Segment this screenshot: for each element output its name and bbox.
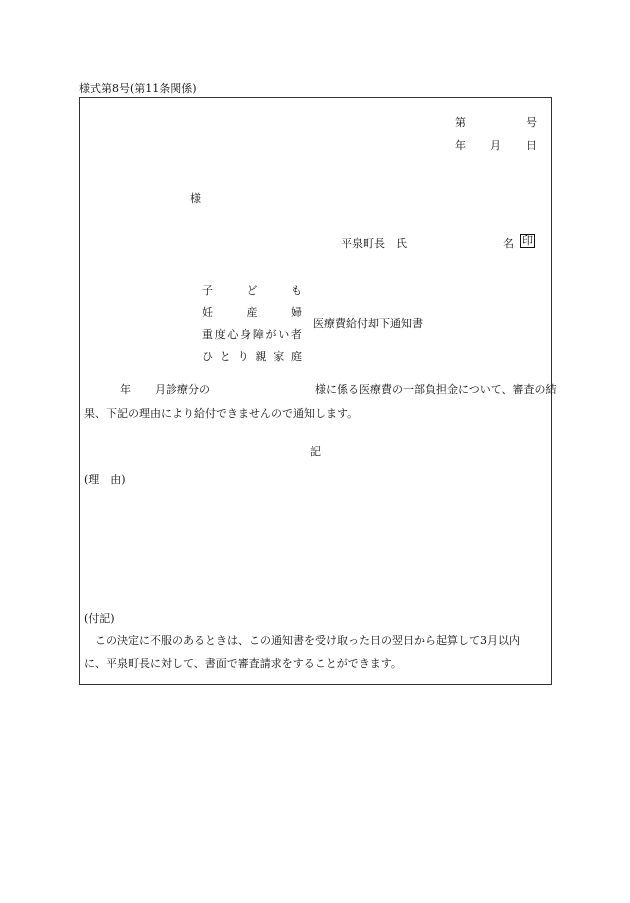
category-single-parent: ひ と り 親 家 庭: [202, 350, 302, 363]
body-month-text: 月診療分の: [155, 383, 210, 396]
body-line2: 果、下記の理由により給付できませんので通知します。: [84, 407, 359, 420]
addressee-suffix: 様: [190, 192, 201, 205]
note-line1: この決定に不服のあるときは、この通知書を受け取った日の翌日から起算して3月以内: [95, 634, 520, 647]
notice-title: 医療費給付却下通知書: [313, 317, 423, 330]
body-line1-rest: 様に係る医療費の一部負担金について、審査の結: [315, 383, 557, 396]
category-pregnant: 妊 産 婦: [202, 306, 302, 319]
issuer-name-label: 名: [503, 237, 514, 250]
note-label: (付記): [84, 612, 115, 625]
date-day: 日: [526, 139, 537, 152]
form-number-label: 様式第8号(第11条関係): [79, 82, 197, 95]
number-suffix: 号: [526, 116, 537, 129]
date-month: 月: [490, 139, 501, 152]
number-prefix: 第: [455, 116, 466, 129]
category-disability: 重 度 心 身 障 が い 者: [202, 328, 302, 341]
category-children: 子 ど も: [202, 284, 302, 297]
ki-heading: 記: [310, 445, 321, 458]
body-year: 年: [120, 383, 131, 396]
note-line2: に、平泉町長に対して、書面で審査請求をすることができます。: [84, 657, 402, 670]
date-year: 年: [455, 139, 466, 152]
issuer-title: 平泉町長 氏: [341, 237, 407, 250]
seal-mark: 印: [522, 234, 533, 247]
reason-label: (理 由): [84, 473, 126, 486]
